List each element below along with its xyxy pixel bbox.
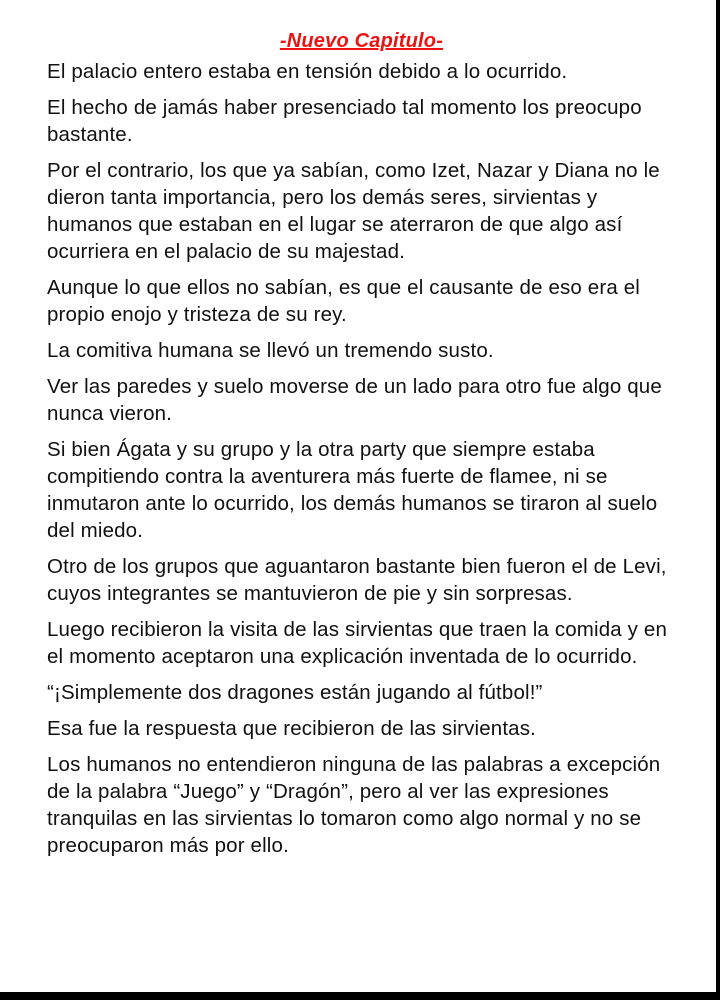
- paragraph: La comitiva humana se llevó un tremendo susto.: [47, 339, 494, 362]
- paragraph: Si bien Ágata y su grupo y la otra party que siempre estaba compitiendo contra la aventurera más fuerte de flamee, ni se inmutaron ante lo ocurrido, los demás humanos se tiraron al suelo del miedo.: [47, 438, 658, 542]
- paragraph: Aunque lo que ellos no sabían, es que el causante de eso era el propio enojo y tristeza de su rey.: [47, 276, 640, 326]
- paragraph: El hecho de jamás haber presenciado tal momento los preocupo bastante.: [47, 96, 642, 146]
- paragraph: Otro de los grupos que aguantaron bastante bien fueron el de Levi, cuyos integrantes se mantuvieron de pie y sin sorpresas.: [47, 555, 667, 605]
- paragraph: Los humanos no entendieron ninguna de las palabras a excepción de la palabra “Juego” y “Dragón”, pero al ver las expresiones tranquilas en las sirvientas lo tomaron como algo normal y no se preocuparon más por ello.: [47, 753, 661, 857]
- paragraph: Luego recibieron la visita de las sirvientas que traen la comida y en el momento aceptaron una explicación inventada de lo ocurrido.: [47, 618, 667, 668]
- paragraph: “¡Simplemente dos dragones están jugando al fútbol!”: [47, 681, 543, 704]
- paragraph: Ver las paredes y suelo moverse de un lado para otro fue algo que nunca vieron.: [47, 375, 662, 425]
- paragraph: El palacio entero estaba en tensión debido a lo ocurrido.: [47, 60, 568, 83]
- paragraph: Por el contrario, los que ya sabían, como Izet, Nazar y Diana no le dieron tanta importancia, pero los demás seres, sirvientas y humanos que estaban en el lugar se aterraron de que algo así ocurriera en el palacio de su majestad.: [47, 159, 660, 263]
- chapter-title: -Nuevo Capitulo-: [279, 30, 444, 52]
- paragraph: Esa fue la respuesta que recibieron de las sirvientas.: [47, 717, 536, 740]
